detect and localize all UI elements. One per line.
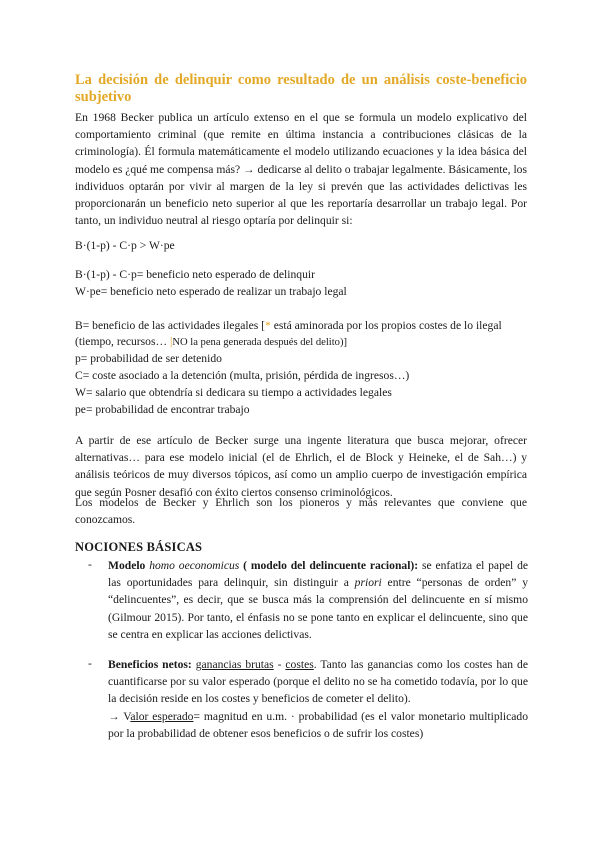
definition-b-middle: está aminorada por los propios costes de lo ilegal	[270, 319, 502, 332]
bullet2-underline-costs: costes	[285, 658, 314, 671]
definition-b-line2	[75, 333, 545, 351]
bullet-homo-oeconomicus	[108, 557, 528, 643]
definition-b-note: NO la pena generada después del delito)]	[172, 337, 348, 348]
bullet1-text-b: entre “personas de orden” y “delincuentes”, es decir, que se busca más la comprensión del delincuente en sí mismo (Gilmour 2015). Por tanto, el énfasis no se pone tanto en explicar el delincuente, sino que se centra en explicar las acciones delictivas.	[108, 576, 528, 641]
definition-b-line2-start: (tiempo, recursos…	[75, 335, 170, 348]
intro-paragraph: En 1968 Becker publica un artículo extenso en el que se formula un modelo explicativo del comportamiento criminal (que remite en última instancia a contribuciones clásicas de la criminología). Él formula matemáticamente el modelo utilizando ecuaciones y la idea básica del modelo es ¿qué me compensa más? → dedicarse al delito o trabajar legalmente. Básicamente, los individuos optarán por vivir al margen de la ley si prevén que las actividades delictivas les proporcionarán un beneficio neto superior al que les reportaría desarrollar un trabajo legal. Por tanto, un individuo neutral al riesgo optaría por delinquir si:	[75, 111, 527, 228]
definition-b-start: B= beneficio de las actividades ilegales [	[75, 319, 266, 332]
formula: B·(1-p) - C·p > W·pe	[75, 239, 175, 252]
definition-b-line1	[75, 317, 545, 334]
bullet2-underline-gains: ganancias brutas	[195, 658, 274, 671]
definition-c: C= coste asociado a la detención (multa, prisión, pérdida de ingresos…)	[75, 369, 410, 382]
bullet1-bold-a: Modelo	[108, 559, 150, 572]
bullet2-underline-expected: alor esperado	[130, 709, 194, 723]
bullet2-bold: Beneficios netos:	[108, 658, 192, 671]
bullet1-italic-term: homo oeconomicus	[149, 559, 240, 572]
bullet1-bold-b: ( modelo del delincuente racional):	[239, 559, 419, 572]
bullet2-text-a: . Tanto las ganancias como los costes han de cuantificarse por su valor esperado (porque el delito no se ha cometido todavía, por lo que la decisión reside en los costes y beneficios de cometer el delito).	[108, 658, 528, 706]
section-heading: NOCIONES BÁSICAS	[75, 540, 203, 554]
separator-mark: |	[169, 335, 173, 348]
bullet2-text-b: = magnitud en u.m. · probabilidad (es el valor monetario multiplicado por la probabilidad de obtener esos beneficios o de sufrir los costes)	[108, 709, 528, 740]
bullet-beneficios-netos	[108, 656, 528, 742]
definition-pe: pe= probabilidad de encontrar trabajo	[75, 403, 250, 416]
asterisk-mark: *	[265, 319, 271, 332]
definition-p: p= probabilidad de ser detenido	[75, 352, 222, 365]
bullet-dash: -	[88, 657, 92, 670]
definition-w: W= salario que obtendría si dedicara su tiempo a actividades legales	[75, 386, 392, 399]
bullet2-minus: -	[273, 658, 286, 671]
section-title: La decisión de delinquir como resultado de un análisis coste-beneficio subjetivo	[75, 72, 527, 105]
models-paragraph: Los modelos de Becker y Ehrlich son los pioneros y más relevantes que conviene que conozcamos.	[75, 496, 527, 527]
bullet1-text-a: se enfatiza el papel de las oportunidades para delinquir, sin distinguir a	[108, 559, 529, 590]
definition-crime-benefit: B·(1-p) - C·p= beneficio neto esperado de delinquir	[75, 268, 315, 281]
literature-paragraph: A partir de ese artículo de Becker surge una ingente literatura que busca mejorar, ofrecer alternativas… para ese modelo inicial (el de Ehrlich, el de Block y Heineke, el de Sah…) y análisis teóricos de muy diversos tópicos, así como un amplio cuerpo de investigación empírica que según Posner desafió con éxito ciertos consenso criminológicos.	[75, 434, 527, 499]
bullet-dash: -	[88, 558, 92, 571]
bullet1-italic-priori: priori	[354, 576, 382, 590]
bullet2-arrow: → V	[108, 709, 131, 723]
definition-legal-benefit: W·pe= beneficio neto esperado de realizar un trabajo legal	[75, 285, 347, 298]
